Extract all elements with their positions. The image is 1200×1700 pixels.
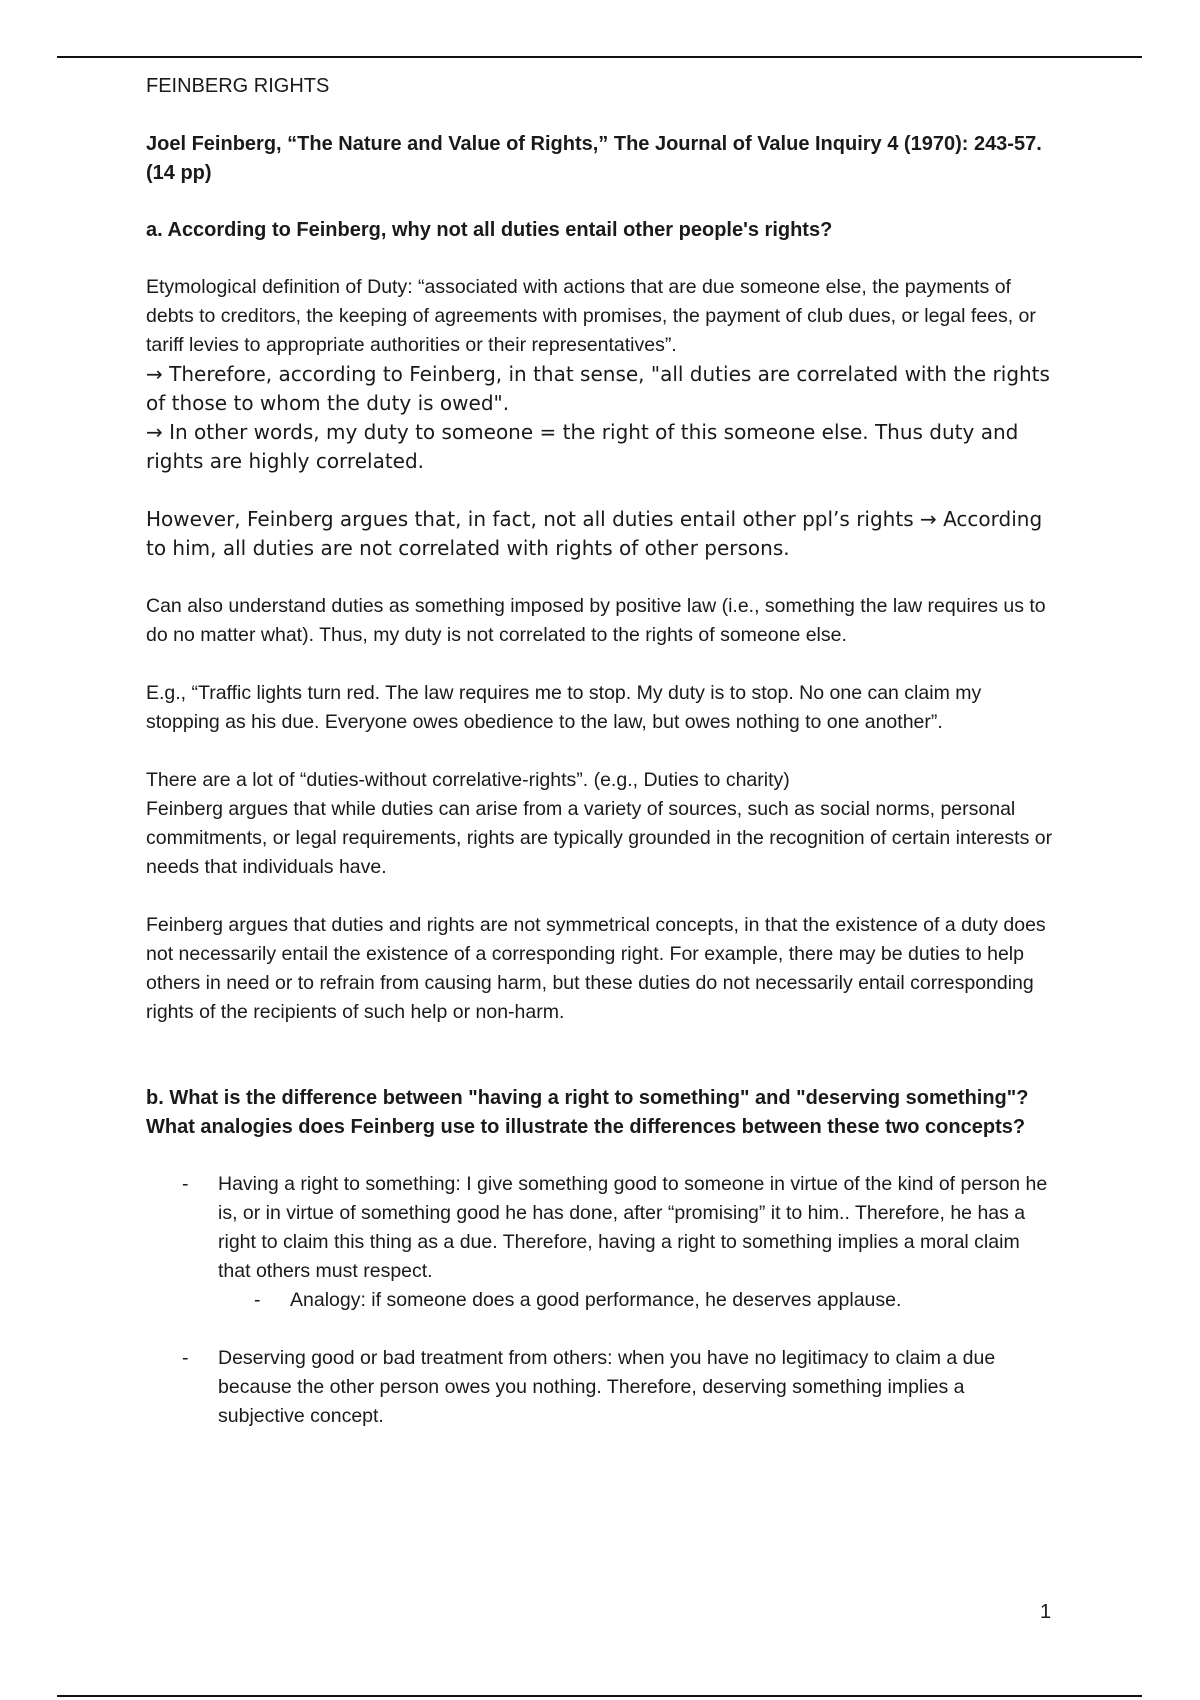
however-paragraph: However, Feinberg argues that, in fact, not all duties entail other ppl’s rights → According to him, all duties are not correlated with rights of other persons. xyxy=(146,507,1043,560)
top-rule xyxy=(57,56,1142,58)
in-other-words-line: → In other words, my duty to someone = the right of this someone else. Thus duty and rights are highly correlated. xyxy=(146,420,1019,473)
analogy-text: Analogy: if someone does a good performance, he deserves applause. xyxy=(290,1289,902,1311)
duties-sources-text: Feinberg argues that while duties can arise from a variety of sources, such as social norms, personal commitments, or legal requirements, rights are typically grounded in the recognition of certain interests or needs that individuals have. xyxy=(146,798,1053,878)
symmetry-paragraph: Feinberg argues that duties and rights are not symmetrical concepts, in that the existence of a duty does not necessarily entail the existence of a corresponding right. For example, there may be duties to help others in need or to refrain from causing harm, but these duties do not necessarily entail corresponding rights of the recipients of such help or non-harm. xyxy=(146,914,1046,1023)
bottom-rule xyxy=(57,1695,1142,1697)
right-to-something-text: Having a right to something: I give something good to someone in virtue of the kind of person he is, or in virtue of something good he has done, after “promising” it to him.. Therefore, he has a right to claim this thing as a due. Therefore, having a right to something implies a moral claim that others must respect. xyxy=(218,1173,1048,1282)
question-a-heading: a. According to Feinberg, why not all duties entail other people's rights? xyxy=(146,219,833,241)
etymology-paragraph xyxy=(146,273,1056,476)
bullet-list xyxy=(146,1170,1056,1431)
list-item xyxy=(146,1344,1056,1431)
traffic-example-paragraph: E.g., “Traffic lights turn red. The law requires me to stop. My duty is to stop. No one can claim my stopping as his due. Everyone owes obedience to the law, but owes nothing to one another”. xyxy=(146,682,982,733)
page-number: 1 xyxy=(1040,1601,1052,1623)
bullet-marker: - xyxy=(182,1173,189,1195)
bullet-marker: - xyxy=(182,1347,189,1369)
question-b-heading: b. What is the difference between "having a right to something" and "deserving something"? What analogies does Feinberg use to illustrate the differences between these two concepts? xyxy=(146,1087,1029,1138)
deserving-text: Deserving good or bad treatment from others: when you have no legitimacy to claim a due because the other person owes you nothing. Therefore, deserving something implies a subjective concept. xyxy=(218,1347,996,1427)
etymology-text: Etymological definition of Duty: “associated with actions that are due someone else, the payments of debts to creditors, the keeping of agreements with promises, the payment of club dues, or legal fees, or tariff levies to appropriate authorities or their representatives”. xyxy=(146,276,1036,356)
bullet-marker: - xyxy=(254,1289,261,1311)
duties-without-rights-paragraph xyxy=(146,766,1056,882)
positive-law-paragraph: Can also understand duties as something imposed by positive law (i.e., something the law requires us to do no matter what). Thus, my duty is not correlated to the rights of someone else. xyxy=(146,595,1046,646)
nested-bullet-list xyxy=(218,1286,1056,1315)
page-title: FEINBERG RIGHTS xyxy=(146,75,330,97)
citation: Joel Feinberg, “The Nature and Value of Rights,” The Journal of Value Inquiry 4 (1970): 243-57. (14 pp) xyxy=(146,133,1042,184)
list-item xyxy=(218,1286,1056,1315)
document-page xyxy=(146,72,1056,1460)
list-item xyxy=(146,1170,1056,1315)
therefore-line: → Therefore, according to Feinberg, in that sense, "all duties are correlated with the rights of those to whom the duty is owed". xyxy=(146,362,1050,415)
duties-without-rights-text: There are a lot of “duties-without correlative-rights”. (e.g., Duties to charity) xyxy=(146,769,790,791)
